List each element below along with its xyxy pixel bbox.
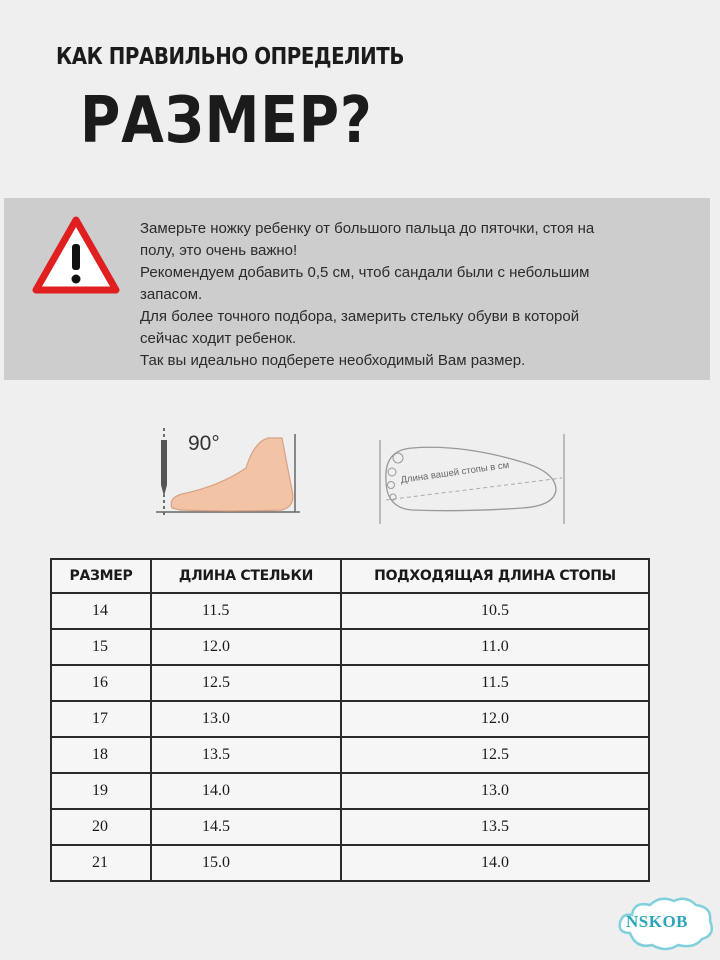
angle-label: 90° xyxy=(188,432,220,455)
table-row xyxy=(51,665,649,701)
table-row xyxy=(51,809,649,845)
size-cell: 18 xyxy=(51,737,151,773)
notice-line: Замерьте ножку ребенку от большого пальца до пяточки, стоя на xyxy=(140,220,595,237)
foot-length-cell: 12.0 xyxy=(341,701,649,737)
notice-line: сейчас ходит ребенок. xyxy=(140,330,297,347)
insole-length-cell: 15.0 xyxy=(151,845,341,881)
brand-logo-text: NSKOB xyxy=(626,912,689,931)
table-row xyxy=(51,737,649,773)
insole-length-cell: 12.0 xyxy=(151,629,341,665)
size-cell: 19 xyxy=(51,773,151,809)
insole-length-cell: 14.5 xyxy=(151,809,341,845)
notice-panel xyxy=(4,198,710,380)
table-row xyxy=(51,773,649,809)
size-cell: 21 xyxy=(51,845,151,881)
foot-length-cell: 11.5 xyxy=(341,665,649,701)
foot-length-cell: 12.5 xyxy=(341,737,649,773)
foot-length-cell: 10.5 xyxy=(341,593,649,629)
column-header-insole: ДЛИНА СТЕЛЬКИ xyxy=(151,559,341,593)
size-table-header xyxy=(51,559,649,593)
size-table xyxy=(50,558,650,882)
notice-line: запасом. xyxy=(140,286,203,303)
notice-text xyxy=(140,218,690,372)
notice-line: полу, это очень важно! xyxy=(140,242,298,259)
insole-length-cell: 11.5 xyxy=(151,593,341,629)
page-title: РАЗМЕР? xyxy=(80,84,373,158)
warning-triangle-icon xyxy=(32,216,120,294)
size-cell: 20 xyxy=(51,809,151,845)
foot-length-cell: 14.0 xyxy=(341,845,649,881)
page-title-small: КАК ПРАВИЛЬНО ОПРЕДЕЛИТЬ xyxy=(56,44,405,70)
insole-length-cell: 12.5 xyxy=(151,665,341,701)
foot-length-cell: 13.5 xyxy=(341,809,649,845)
size-cell: 15 xyxy=(51,629,151,665)
table-row xyxy=(51,629,649,665)
table-row xyxy=(51,701,649,737)
insole-length-cell: 14.0 xyxy=(151,773,341,809)
notice-line: Так вы идеально подберете необходимый Вам размер. xyxy=(140,352,526,369)
insole-length-cell: 13.5 xyxy=(151,737,341,773)
size-cell: 16 xyxy=(51,665,151,701)
insole-label: Длина вашей стопы в см xyxy=(400,459,510,486)
foot-length-cell: 11.0 xyxy=(341,629,649,665)
column-header-size: РАЗМЕР xyxy=(51,559,151,593)
column-header-foot: ПОДХОДЯЩАЯ ДЛИНА СТОПЫ xyxy=(341,559,649,593)
foot-length-cell: 13.0 xyxy=(341,773,649,809)
table-row xyxy=(51,593,649,629)
notice-line: Для более точного подбора, замерить стельку обуви в которой xyxy=(140,308,580,325)
size-cell: 17 xyxy=(51,701,151,737)
notice-line: Рекомендуем добавить 0,5 см, чтоб сандали были с небольшим xyxy=(140,264,590,281)
table-row xyxy=(51,845,649,881)
size-cell: 14 xyxy=(51,593,151,629)
foot-measure-illustration xyxy=(150,420,310,530)
insole-length-cell: 13.0 xyxy=(151,701,341,737)
